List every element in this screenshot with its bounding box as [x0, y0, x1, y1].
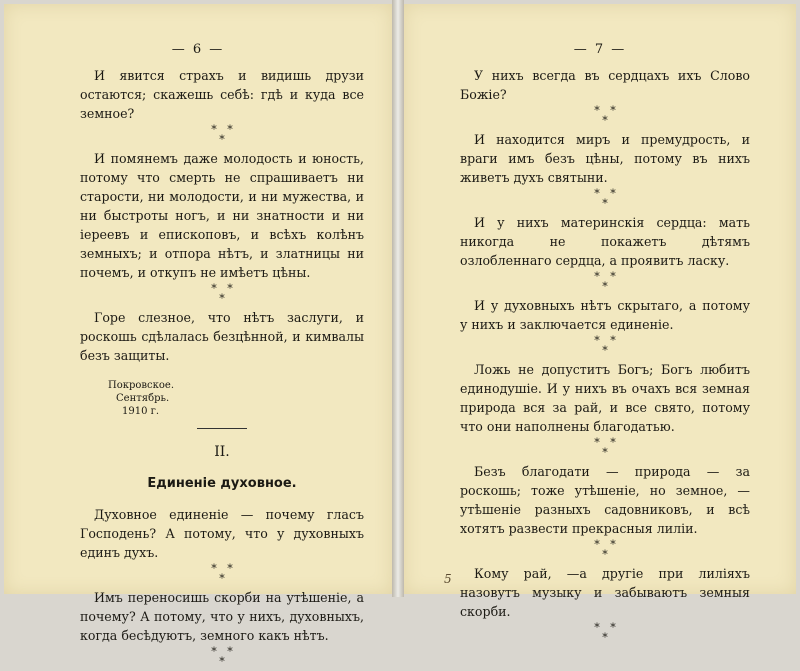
asterism-divider: * * *	[594, 270, 616, 293]
text-column	[460, 66, 750, 647]
right-page	[404, 4, 796, 644]
paragraph: И находится миръ и премудрость, и враги имъ безъ цѣны, потому въ нихъ живетъ духъ святыни.	[460, 132, 750, 185]
paragraph: Безъ благодати — природа — за роскошь; тоже утѣшенiе, но земное, — утѣшенiе разныхъ садовниковъ, и всѣ хотятъ развести прекрасныя лилiи.	[460, 464, 750, 536]
page-number: — 6 —	[171, 42, 225, 57]
left-page	[4, 4, 392, 668]
asterism-divider: * * *	[594, 621, 616, 644]
asterism-divider: * * *	[594, 104, 616, 127]
paragraph: Духовное единенiе — почему гласъ Господень? А потому, что у духовныхъ единъ духъ.	[80, 507, 364, 560]
signature-block	[108, 379, 364, 418]
asterism-divider: * * *	[594, 538, 616, 561]
asterism-divider: * * *	[594, 187, 616, 210]
signature-line: Сентябрь.	[116, 393, 170, 404]
section-rule	[197, 428, 247, 429]
paragraph: Кому рай, —а другiе при лилiяхъ назовутъ музыку и забываютъ земныя скорби.	[460, 566, 750, 619]
paragraph: Горе слезное, что нѣтъ заслуги, и роскошь сдѣлалась безцѣнной, и кимвалы безъ защиты.	[80, 310, 364, 363]
section-title: Единенiе духовное.	[147, 476, 297, 491]
page-number: — 7 —	[573, 42, 627, 57]
paragraph: И помянемъ даже молодость и юность, потому что смерть не спрашиваетъ ни старости, ни молодости, и ни мужества, и ни быстроты ногъ, и ни знатности и ни iереевъ и епископовъ, и всѣхъ колѣнъ земныхъ; и отпора нѣтъ, и златницы ни почемъ, и откупъ не имѣетъ цѣны.	[80, 151, 364, 280]
asterism-divider: * * *	[594, 334, 616, 357]
paragraph: И явится страхъ и видишь друзи остаются; скажешь себѣ: гдѣ и куда все земное?	[80, 68, 364, 121]
text-column	[80, 66, 364, 671]
signature-line: Покровское.	[108, 380, 175, 391]
asterism-divider: * * *	[211, 282, 233, 305]
paragraph: Имъ переносишь скорби на утѣшенiе, а почему? А потому, что у нихъ, духовныхъ, когда бесѣдуютъ, земного какъ нѣтъ.	[80, 590, 364, 643]
signature-line: 1910 г.	[122, 406, 160, 417]
asterism-divider: * * *	[211, 123, 233, 146]
paragraph: И у духовныхъ нѣтъ скрытаго, а потому у нихъ и заключается единенiе.	[460, 298, 750, 332]
book-gutter	[392, 0, 404, 597]
paragraph: У нихъ всегда въ сердцахъ ихъ Слово Божiе?	[460, 68, 750, 102]
margin-mark: 5	[444, 572, 452, 586]
paragraph: Ложь не допуститъ Богъ; Богъ любитъ единодушiе. И у нихъ въ очахъ вся земная природа вся за рай, и все свято, потому что они наполнены благодатью.	[460, 362, 750, 434]
asterism-divider: * * *	[211, 645, 233, 668]
asterism-divider: * * *	[594, 436, 616, 459]
section-number: II.	[214, 444, 230, 460]
asterism-divider: * * *	[211, 562, 233, 585]
paragraph: И у нихъ материнскiя сердца: мать никогда не покажетъ дѣтямъ озлобленнаго сердца, а проявитъ ласку.	[460, 215, 750, 268]
